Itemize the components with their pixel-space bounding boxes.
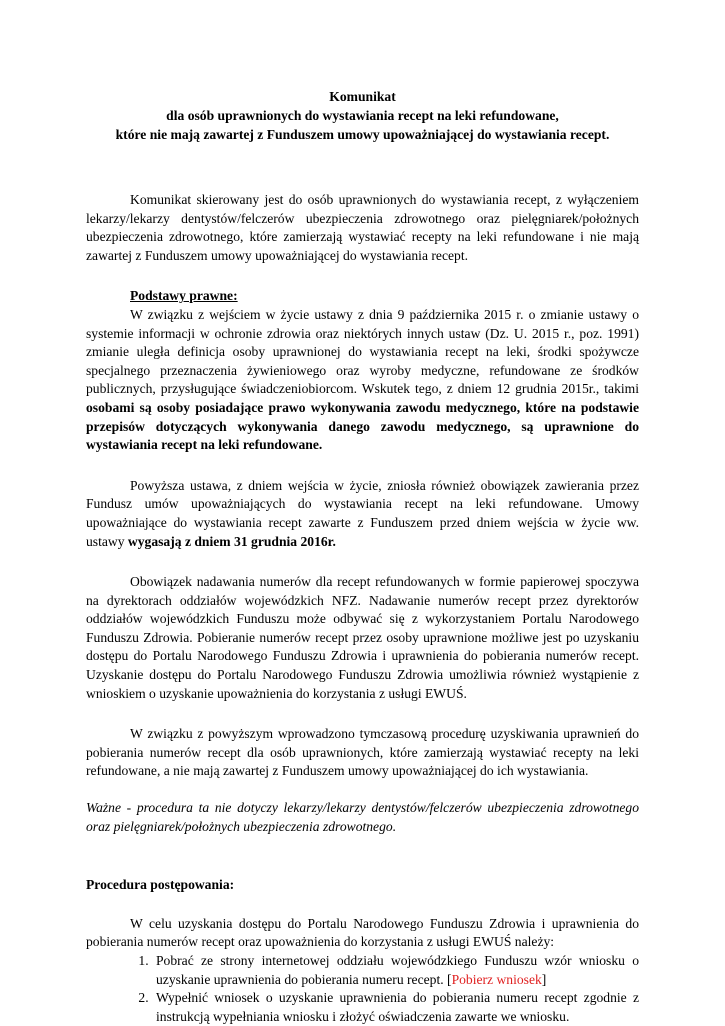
procedure-heading: Procedura postępowania: (86, 877, 235, 893)
important-note: Ważne - procedura ta nie dotyczy lekarzy/lekarzy dentystów/felczerów ubezpieczenia zdrowotnego oraz pielęgniarek/położnych ubezpieczenia zdrowotnego. (86, 800, 639, 834)
download-form-link[interactable]: Pobierz wniosek (451, 971, 542, 987)
title-line-1: Komunikat (329, 89, 396, 104)
bracket-open: [ (447, 971, 452, 987)
procedure-step-2 (152, 989, 639, 1026)
numbering-paragraph: Obowiązek nadawania numerów dla recept refundowanych w formie papierowej spoczywa na dyrektorach oddziałów wojewódzkich NFZ. Nadawanie numerów recept przez dyrektorów oddziałów wojewódzkich Funduszu może odbywać się z wykorzystaniem Portalu Narodowego Funduszu Zdrowia. Pobieranie numerów recept przez osoby uprawnione możliwe jest po uzyskaniu dostępu do Portalu Narodowego Funduszu Zdrowia i uprawnienia do pobierania numerów recept. Uzyskanie dostępu do Portalu Narodowego Funduszu Zdrowia umożliwia również wystąpienie z wnioskiem o uzyskanie upoważnienia do korzystania z usługi EWUŚ. (86, 574, 639, 701)
legal-basis-bold-text: osobami są osoby posiadające prawo wykonywania zawodu medycznego, które na podstawie przepisów dotyczących wykonywania danego zawodu medycznego, są uprawnione do wystawiania recept na leki refundowane. (86, 399, 639, 453)
procedure-step-1-text: Pobrać ze strony internetowej oddziału wojewódzkiego Funduszu wzór wniosku o uzyskanie uprawnienia do pobierania numeru recept. (156, 953, 639, 987)
act-bold-text: wygasają z dniem 31 grudnia 2016r. (127, 533, 336, 549)
procedure-steps-list (86, 952, 639, 1026)
act-text: Powyższa ustawa, z dniem wejścia w życie, zniosła również obowiązek zawierania przez Fundusz umów upoważniających do wystawiania recept na leki refundowane. Umowy upoważniające do wystawiania recept zawarte z Funduszem przed dniem wejścia w życie ww. ustawy (86, 477, 639, 549)
procedure-intro: W celu uzyskania dostępu do Portalu Narodowego Funduszu Zdrowia i uprawnienia do pobierania numerów recept oraz upoważnienia do korzystania z usługi EWUŚ należy: (86, 915, 639, 950)
legal-basis-heading: Podstawy prawne: (130, 288, 238, 304)
legal-basis-section (86, 287, 639, 454)
document-title (86, 87, 639, 144)
procedure-summary-paragraph: W związku z powyższym wprowadzono tymczasową procedurę uzyskiwania uprawnień do pobierania numerów recept dla osób uprawnionych, które zamierzają wystawiać recepty na leki refundowane, a nie mają zawartej z Funduszem umowy upoważniającej do ich wystawiania. (86, 726, 639, 779)
title-line-3: które nie mają zawartej z Funduszem umowy upoważniającej do wystawiania recept. (115, 127, 610, 142)
procedure-step-1 (152, 952, 639, 989)
bracket-close: ] (541, 971, 547, 987)
intro-paragraph: Komunikat skierowany jest do osób uprawnionych do wystawiania recept, z wyłączeniem lekarzy/lekarzy dentystów/felczerów ubezpieczenia zdrowotnego oraz pielęgniarek/położnych ubezpieczenia zdrowotnego, które zamierzają wystawiać recepty na leki refundowane i nie mają zawartej z Funduszem umowy upoważniającej do wystawiania recept. (86, 192, 639, 263)
procedure-step-2-text: Wypełnić wniosek o uzyskanie uprawnienia do pobierania numeru recept zgodnie z instrukcją wypełniania wniosku i złożyć oświadczenia zawarte we wniosku. (156, 990, 639, 1024)
legal-basis-text: W związku z wejściem w życie ustawy z dnia 9 października 2015 r. o zmianie ustawy o systemie informacji w ochronie zdrowia oraz niektórych innych ustaw (Dz. U. 2015 r., poz. 1991) zmianie uległa definicja osoby uprawnionej do wystawiania recept na leki, środki spożywcze specjalnego przeznaczenia żywieniowego oraz wyroby medyczne, refundowane ze środków publicznych, przysługujące świadczeniobiorcom. Wskutek tego, z dniem 12 grudnia 2015r., takimi (86, 306, 639, 397)
legal-basis-paragraph (86, 306, 639, 455)
title-line-2: dla osób uprawnionych do wystawiania recept na leki refundowane, (166, 108, 559, 123)
act-paragraph (86, 477, 639, 551)
